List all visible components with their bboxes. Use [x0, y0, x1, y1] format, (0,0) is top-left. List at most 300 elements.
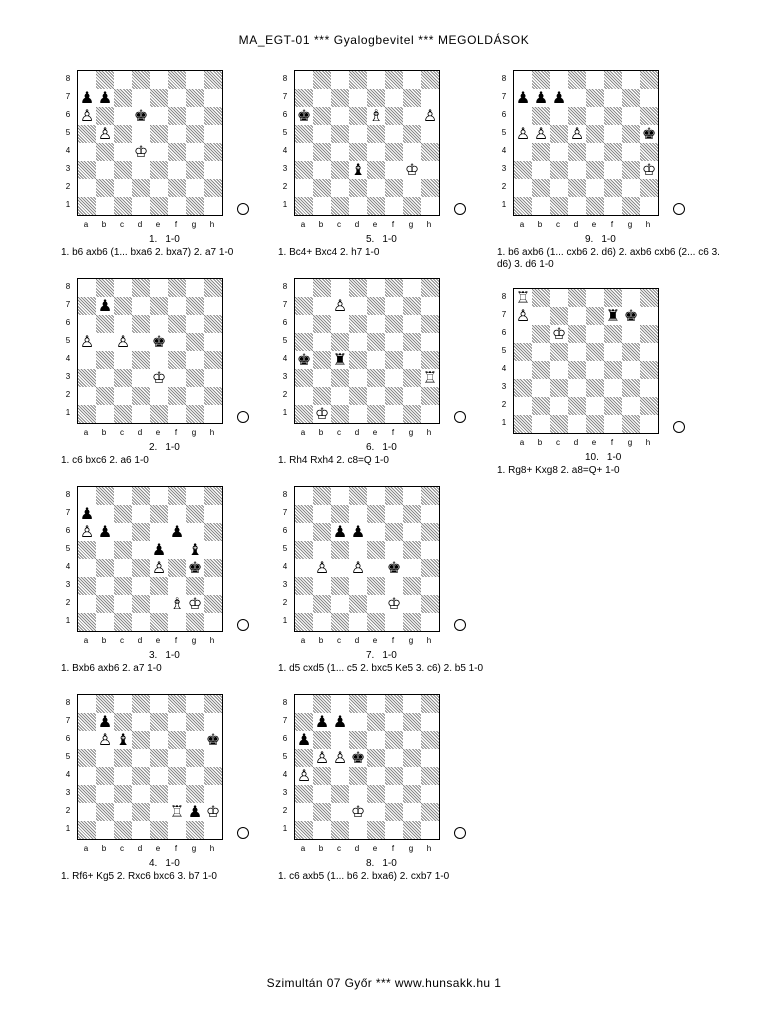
board-square [622, 107, 640, 125]
board-square [295, 767, 313, 785]
board-square [550, 397, 568, 415]
board-square [78, 161, 96, 179]
board-square [532, 289, 550, 307]
board-square [421, 523, 439, 541]
rank-label: 8 [282, 74, 288, 83]
board-square [186, 125, 204, 143]
rank-label: 3 [501, 164, 507, 173]
board-square [403, 487, 421, 505]
board-square [168, 695, 186, 713]
board-square [403, 695, 421, 713]
board-square [295, 387, 313, 405]
board-square [295, 333, 313, 351]
board-square [331, 333, 349, 351]
board-square [295, 803, 313, 821]
file-label: c [556, 220, 560, 229]
rank-label: 6 [282, 734, 288, 743]
board-square [186, 351, 204, 369]
board-square [532, 415, 550, 433]
board-square [78, 179, 96, 197]
chess-diagram [278, 486, 508, 675]
file-label: c [337, 636, 341, 645]
board-square [313, 279, 331, 297]
board-square [385, 107, 403, 125]
file-label: a [300, 220, 306, 229]
board-square [568, 415, 586, 433]
board-square [349, 297, 367, 315]
rank-label: 5 [65, 544, 71, 553]
board-square [385, 595, 403, 613]
board-square [331, 179, 349, 197]
board-square [622, 379, 640, 397]
board-square [150, 523, 168, 541]
board-square [168, 523, 186, 541]
board-square [295, 785, 313, 803]
board-square [349, 197, 367, 215]
board-square [186, 613, 204, 631]
file-label: e [155, 636, 161, 645]
board-square [586, 89, 604, 107]
board-square [349, 89, 367, 107]
board-square [367, 505, 385, 523]
board-square [132, 577, 150, 595]
board-square [604, 289, 622, 307]
board-square [385, 559, 403, 577]
board-square [385, 179, 403, 197]
board-square [78, 333, 96, 351]
board-square [204, 405, 222, 423]
board-square [132, 767, 150, 785]
board-square [313, 695, 331, 713]
board-square [367, 767, 385, 785]
page-title: MA_EGT-01 *** Gyalogbevitel *** MEGOLDÁSOK [238, 33, 530, 47]
board-square [78, 713, 96, 731]
diagram-result: 1-0 [165, 234, 180, 245]
file-label: c [337, 428, 341, 437]
board-square [331, 297, 349, 315]
board-square [78, 197, 96, 215]
board-square [385, 351, 403, 369]
board-square [150, 197, 168, 215]
board-square [568, 89, 586, 107]
chess-piece: ♟ [314, 712, 330, 731]
board-square [313, 369, 331, 387]
board-square [186, 487, 204, 505]
board-square [168, 803, 186, 821]
board-square [385, 505, 403, 523]
board-square [313, 559, 331, 577]
board-square [204, 695, 222, 713]
rank-label: 1 [65, 616, 71, 625]
file-label: d [137, 636, 143, 645]
board-square [168, 613, 186, 631]
board-square [186, 369, 204, 387]
file-label: b [101, 220, 107, 229]
board-square [114, 333, 132, 351]
chess-piece: ♝ [187, 540, 203, 559]
board-square [586, 415, 604, 433]
file-label: e [372, 220, 378, 229]
board-square [550, 197, 568, 215]
board-square [186, 803, 204, 821]
file-label: a [300, 428, 306, 437]
board-square [96, 179, 114, 197]
chess-piece: ♙ [115, 332, 131, 351]
board-square [403, 333, 421, 351]
rank-label: 1 [501, 418, 507, 427]
chess-piece: ♟ [79, 504, 95, 523]
file-label: c [337, 220, 341, 229]
board-area [278, 70, 508, 232]
board-square [349, 179, 367, 197]
board-square [421, 731, 439, 749]
board-square [313, 197, 331, 215]
board-square [295, 731, 313, 749]
board-square [604, 89, 622, 107]
board-square [313, 125, 331, 143]
board-square [640, 71, 658, 89]
board-square [78, 387, 96, 405]
board-square [168, 487, 186, 505]
file-label: e [591, 438, 597, 447]
rank-label: 8 [65, 698, 71, 707]
board-square [349, 487, 367, 505]
board-square [367, 695, 385, 713]
diagram-result: 1-0 [165, 858, 180, 869]
board-square [295, 559, 313, 577]
board-square [186, 333, 204, 351]
file-labels [77, 636, 223, 645]
board-square [349, 71, 367, 89]
board-square [96, 749, 114, 767]
board-square [550, 143, 568, 161]
board-square [403, 767, 421, 785]
chess-piece: ♙ [515, 124, 531, 143]
board-square [604, 343, 622, 361]
file-labels [77, 428, 223, 437]
board-square [96, 279, 114, 297]
file-label: g [408, 220, 414, 229]
rank-label: 2 [65, 806, 71, 815]
board-square [550, 107, 568, 125]
board-square [385, 387, 403, 405]
board-square [204, 731, 222, 749]
chess-piece: ♟ [515, 88, 531, 107]
rank-label: 7 [282, 300, 288, 309]
chess-diagram [61, 486, 291, 675]
board-square [132, 143, 150, 161]
board-square [403, 713, 421, 731]
board-square [421, 785, 439, 803]
board-square [331, 89, 349, 107]
board-square [640, 197, 658, 215]
board-square [168, 143, 186, 161]
board-square [168, 767, 186, 785]
diagram-result: 1-0 [165, 650, 180, 661]
board-square [168, 749, 186, 767]
board-square [586, 307, 604, 325]
board-square [295, 595, 313, 613]
board-square [622, 325, 640, 343]
board-square [640, 415, 658, 433]
rank-labels [63, 70, 73, 214]
board-square [168, 179, 186, 197]
board-square [514, 179, 532, 197]
board-square [313, 577, 331, 595]
board-square [640, 89, 658, 107]
board-square [421, 387, 439, 405]
board-square [204, 179, 222, 197]
file-label: a [519, 438, 525, 447]
board-square [514, 197, 532, 215]
file-label: c [120, 844, 124, 853]
board-square [403, 387, 421, 405]
rank-label: 8 [501, 74, 507, 83]
rank-label: 3 [501, 382, 507, 391]
file-label: h [426, 428, 432, 437]
board-square [385, 71, 403, 89]
board-square [204, 541, 222, 559]
board-square [96, 487, 114, 505]
board-square [568, 179, 586, 197]
board-square [640, 379, 658, 397]
chess-piece: ♔ [205, 802, 221, 821]
board-square [385, 297, 403, 315]
board-square [532, 197, 550, 215]
board-square [385, 541, 403, 559]
board-square [204, 107, 222, 125]
board-square [114, 89, 132, 107]
file-label: h [426, 636, 432, 645]
chess-piece: ♙ [314, 748, 330, 767]
board-square [204, 161, 222, 179]
file-label: h [645, 438, 651, 447]
diagram-caption [278, 442, 508, 454]
board-square [403, 179, 421, 197]
board-square [132, 333, 150, 351]
board-square [150, 89, 168, 107]
board-square [385, 333, 403, 351]
rank-label: 3 [282, 580, 288, 589]
file-label: c [556, 438, 560, 447]
board-square [96, 369, 114, 387]
board-square [604, 179, 622, 197]
board-square [622, 125, 640, 143]
board-square [150, 315, 168, 333]
file-label: h [209, 428, 215, 437]
board-square [132, 71, 150, 89]
board-square [78, 71, 96, 89]
chess-piece: ♚ [296, 350, 312, 369]
board-square [96, 595, 114, 613]
board-square [96, 767, 114, 785]
board-square [349, 279, 367, 297]
file-label: c [120, 428, 124, 437]
board-square [586, 197, 604, 215]
chess-piece: ♚ [641, 124, 657, 143]
file-label: a [83, 844, 89, 853]
rank-label: 7 [65, 92, 71, 101]
board-square [150, 731, 168, 749]
chess-piece: ♟ [97, 522, 113, 541]
chess-piece: ♝ [350, 160, 366, 179]
board-square [514, 107, 532, 125]
white-to-move-icon [454, 619, 466, 631]
board-square [204, 767, 222, 785]
board-square [367, 785, 385, 803]
board-square [586, 361, 604, 379]
diagram-result: 1-0 [382, 858, 397, 869]
board-square [114, 125, 132, 143]
diagram-caption [61, 858, 291, 870]
chess-piece: ♟ [97, 712, 113, 731]
file-label: c [120, 636, 124, 645]
rank-label: 1 [282, 200, 288, 209]
board-square [204, 803, 222, 821]
board-square [150, 613, 168, 631]
board-square [295, 279, 313, 297]
file-label: d [573, 438, 579, 447]
board-square [313, 595, 331, 613]
solution-text: 1. Rf6+ Kg5 2. Rxc6 bxc6 3. b7 1-0 [61, 871, 217, 882]
board-square [331, 387, 349, 405]
board-square [78, 577, 96, 595]
board-square [150, 351, 168, 369]
board-square [421, 143, 439, 161]
diagram-caption [61, 234, 291, 246]
board-square [295, 487, 313, 505]
board-square [204, 197, 222, 215]
board-square [421, 595, 439, 613]
file-label: d [354, 636, 360, 645]
board-square [403, 143, 421, 161]
rank-label: 2 [282, 598, 288, 607]
rank-label: 5 [65, 128, 71, 137]
board-square [385, 89, 403, 107]
board-square [132, 731, 150, 749]
rank-label: 3 [282, 788, 288, 797]
chess-piece: ♚ [151, 332, 167, 351]
file-label: a [83, 220, 89, 229]
board-square [204, 595, 222, 613]
board-square [586, 107, 604, 125]
board-square [295, 197, 313, 215]
board-square [640, 343, 658, 361]
file-label: d [573, 220, 579, 229]
board-square [385, 315, 403, 333]
board-square [114, 713, 132, 731]
chess-piece: ♔ [641, 160, 657, 179]
chess-board [294, 70, 440, 216]
board-square [204, 821, 222, 839]
rank-label: 1 [282, 824, 288, 833]
board-square [421, 749, 439, 767]
board-square [150, 297, 168, 315]
chess-board [513, 288, 659, 434]
board-square [313, 71, 331, 89]
board-square [640, 179, 658, 197]
chess-piece: ♔ [314, 404, 330, 423]
board-square [349, 143, 367, 161]
board-square [96, 89, 114, 107]
rank-label: 8 [282, 490, 288, 499]
board-square [385, 279, 403, 297]
board-square [586, 71, 604, 89]
board-square [586, 143, 604, 161]
chess-piece: ♙ [79, 522, 95, 541]
board-square [403, 107, 421, 125]
rank-label: 2 [501, 400, 507, 409]
board-square [604, 379, 622, 397]
rank-label: 3 [65, 580, 71, 589]
board-square [367, 161, 385, 179]
diagram-result: 1-0 [382, 234, 397, 245]
chess-piece: ♔ [133, 142, 149, 161]
rank-label: 3 [282, 372, 288, 381]
rank-labels [280, 278, 290, 422]
board-square [96, 505, 114, 523]
rank-label: 5 [282, 752, 288, 761]
board-square [586, 125, 604, 143]
board-square [550, 161, 568, 179]
board-square [168, 351, 186, 369]
white-to-move-icon [454, 411, 466, 423]
board-square [78, 695, 96, 713]
board-square [295, 179, 313, 197]
board-square [421, 559, 439, 577]
board-square [568, 107, 586, 125]
board-square [295, 577, 313, 595]
file-label: g [191, 220, 197, 229]
board-square [313, 749, 331, 767]
board-square [204, 89, 222, 107]
board-square [604, 325, 622, 343]
file-label: g [408, 428, 414, 437]
board-square [331, 695, 349, 713]
board-square [640, 397, 658, 415]
rank-label: 6 [65, 318, 71, 327]
chess-board [77, 486, 223, 632]
board-square [331, 405, 349, 423]
chess-piece: ♔ [187, 594, 203, 613]
board-square [132, 559, 150, 577]
chess-piece: ♖ [169, 802, 185, 821]
file-label: e [155, 844, 161, 853]
file-label: f [391, 844, 395, 853]
board-square [550, 379, 568, 397]
board-square [532, 361, 550, 379]
board-square [132, 297, 150, 315]
board-square [421, 713, 439, 731]
rank-labels [280, 694, 290, 838]
board-square [604, 125, 622, 143]
board-square [78, 523, 96, 541]
file-label: h [645, 220, 651, 229]
board-square [514, 415, 532, 433]
rank-label: 1 [65, 408, 71, 417]
rank-label: 8 [65, 282, 71, 291]
diagram-caption [278, 858, 508, 870]
board-square [186, 523, 204, 541]
board-square [514, 325, 532, 343]
board-square [96, 333, 114, 351]
chess-diagram [497, 70, 727, 271]
board-square [168, 577, 186, 595]
board-square [586, 289, 604, 307]
board-square [331, 487, 349, 505]
rank-label: 8 [65, 490, 71, 499]
board-square [640, 307, 658, 325]
